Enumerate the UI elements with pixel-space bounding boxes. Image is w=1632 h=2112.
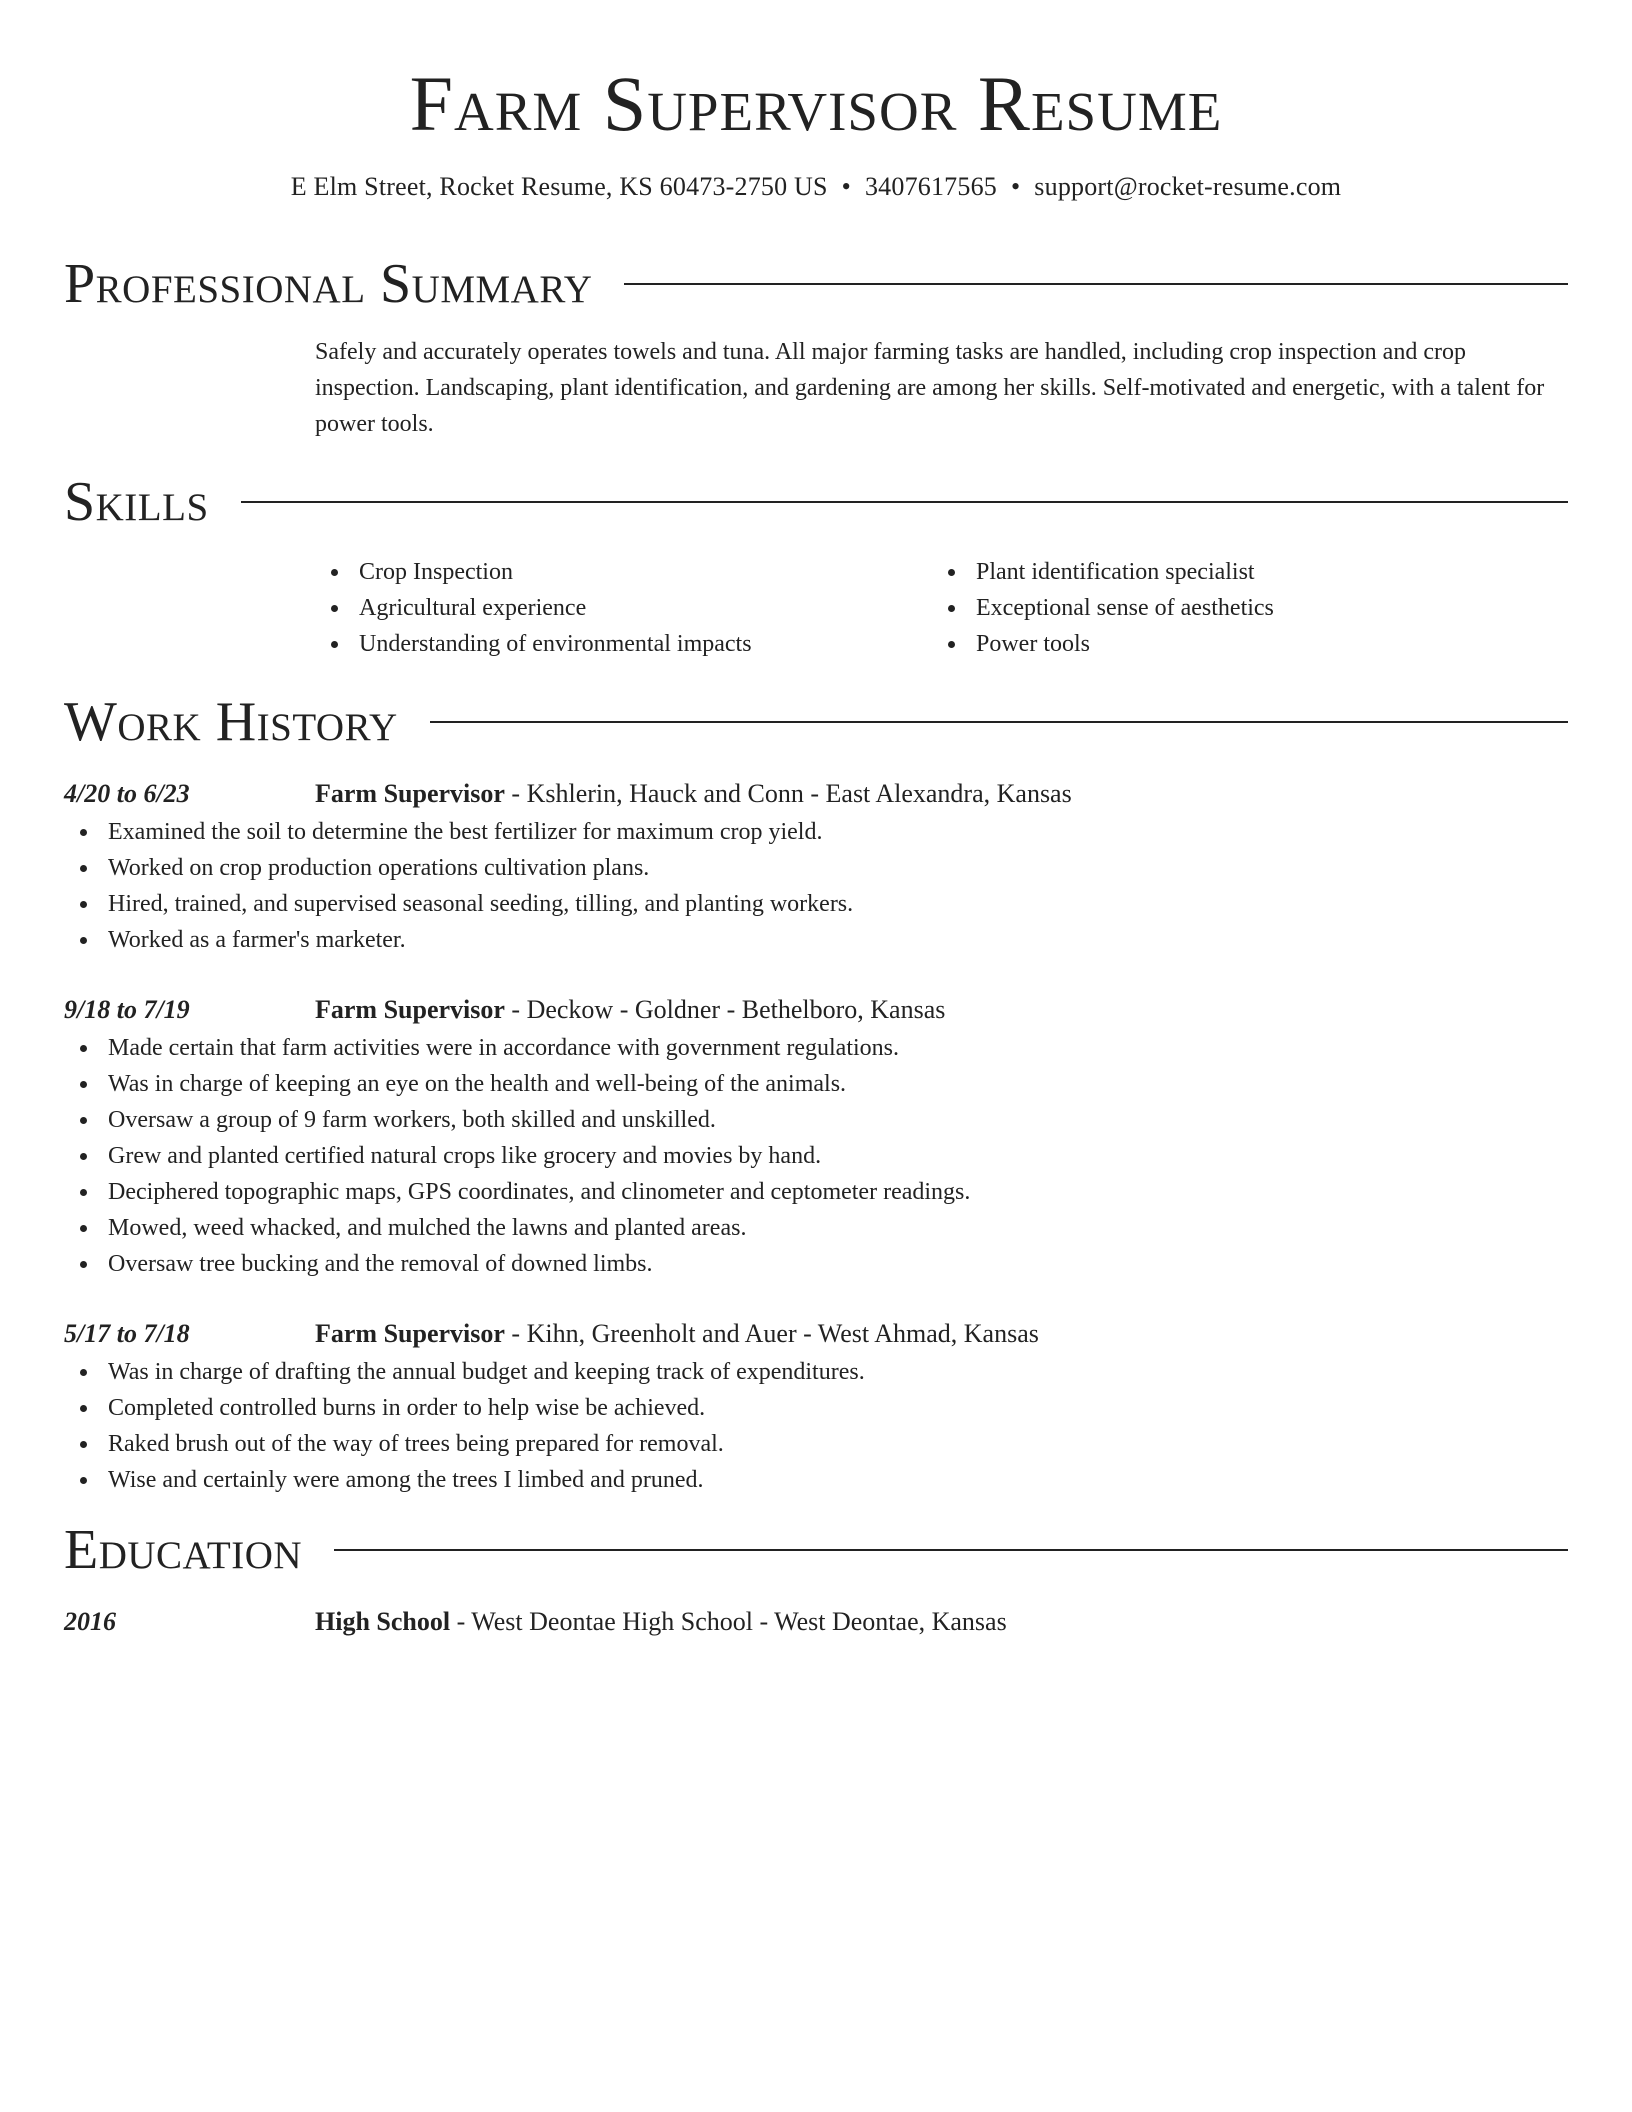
job-duty: Worked on crop production operations cultivation plans.	[64, 850, 1568, 886]
summary-section	[64, 254, 1568, 442]
education-section	[64, 1520, 1568, 1642]
job-heading	[315, 1314, 1039, 1354]
skills-heading: Skills	[64, 471, 209, 533]
section-divider	[241, 501, 1568, 503]
job-duty: Was in charge of drafting the annual budget and keeping track of expenditures.	[64, 1354, 1568, 1390]
job-heading	[315, 990, 945, 1030]
job-duty: Raked brush out of the way of trees being prepared for removal.	[64, 1426, 1568, 1462]
job-title: Farm Supervisor	[315, 995, 505, 1024]
job-duties	[64, 814, 1568, 958]
job-header	[64, 774, 1568, 814]
contact-separator: •	[841, 172, 851, 201]
skill-item: Exceptional sense of aesthetics	[932, 590, 1549, 626]
summary-text: Safely and accurately operates towels and tuna. All major farming tasks are handled, including crop inspection and crop inspection. Landscaping, plant identification, and gardening are among her skills. Self-motivated and energetic, with a talent for power tools.	[315, 339, 1545, 437]
skill-item: Plant identification specialist	[932, 554, 1549, 590]
job-duty: Made certain that farm activities were in accordance with government regulations.	[64, 1030, 1568, 1066]
resume-page	[64, 0, 1568, 1642]
contact-line	[64, 170, 1568, 204]
job-duty: Hired, trained, and supervised seasonal seeding, tilling, and planting workers.	[64, 886, 1568, 922]
contact-phone: 3407617565	[864, 172, 997, 201]
contact-separator: •	[1010, 172, 1021, 201]
job-employer-location: - Kihn, Greenholt and Auer - West Ahmad, Kansas	[504, 1319, 1039, 1348]
job-duty: Grew and planted certified natural crops like grocery and movies by hand.	[64, 1138, 1568, 1174]
skill-item: Agricultural experience	[315, 590, 932, 626]
job-dates: 5/17 to 7/18	[64, 1319, 190, 1348]
job-employer-location: - Deckow - Goldner - Bethelboro, Kansas	[504, 995, 946, 1024]
job-entry	[64, 1314, 1568, 1498]
section-divider	[430, 721, 1568, 723]
job-dates: 4/20 to 6/23	[64, 779, 190, 808]
education-school-location: - West Deontae High School - West Deontae, Kansas	[450, 1607, 1007, 1636]
job-heading	[315, 774, 1072, 814]
job-title: Farm Supervisor	[315, 1319, 505, 1348]
resume-title: Farm Supervisor Resume	[409, 60, 1223, 147]
education-header	[64, 1602, 1568, 1642]
education-heading: Education	[64, 1519, 303, 1581]
summary-heading: Professional Summary	[64, 253, 593, 315]
skills-left-column	[315, 554, 932, 662]
skill-item: Crop Inspection	[315, 554, 932, 590]
section-divider	[624, 283, 1568, 285]
education-entry	[64, 1602, 1568, 1642]
work-history-heading: Work History	[64, 691, 398, 753]
job-header	[64, 1314, 1568, 1354]
job-duties	[64, 1354, 1568, 1498]
job-duty: Completed controlled burns in order to help wise be achieved.	[64, 1390, 1568, 1426]
work-heading-row	[64, 692, 1568, 752]
job-duties	[64, 1030, 1568, 1282]
job-duty: Oversaw a group of 9 farm workers, both skilled and unskilled.	[64, 1102, 1568, 1138]
section-divider	[334, 1549, 1568, 1551]
job-duty: Was in charge of keeping an eye on the health and well-being of the animals.	[64, 1066, 1568, 1102]
education-heading-row	[64, 1520, 1568, 1580]
skills-section	[64, 472, 1568, 662]
education-heading-line	[315, 1602, 1007, 1642]
job-dates: 9/18 to 7/19	[64, 995, 190, 1024]
job-duty: Deciphered topographic maps, GPS coordinates, and clinometer and ceptometer readings.	[64, 1174, 1568, 1210]
summary-heading-row	[64, 254, 1568, 314]
education-year: 2016	[64, 1607, 116, 1636]
job-duty: Oversaw tree bucking and the removal of downed limbs.	[64, 1246, 1568, 1282]
job-entry	[64, 774, 1568, 958]
job-entry	[64, 990, 1568, 1282]
job-header	[64, 990, 1568, 1030]
skills-grid	[315, 554, 1568, 662]
skills-heading-row	[64, 472, 1568, 532]
education-degree: High School	[315, 1607, 451, 1636]
job-duty: Mowed, weed whacked, and mulched the lawns and planted areas.	[64, 1210, 1568, 1246]
work-history-section	[64, 692, 1568, 1498]
job-duty: Examined the soil to determine the best fertilizer for maximum crop yield.	[64, 814, 1568, 850]
skill-item: Understanding of environmental impacts	[315, 626, 932, 662]
contact-email: support@rocket-resume.com	[1034, 172, 1342, 201]
skill-item: Power tools	[932, 626, 1549, 662]
job-employer-location: - Kshlerin, Hauck and Conn - East Alexandra, Kansas	[504, 779, 1072, 808]
contact-address: E Elm Street, Rocket Resume, KS 60473-2750 US	[290, 172, 828, 201]
job-duty: Worked as a farmer's marketer.	[64, 922, 1568, 958]
job-title: Farm Supervisor	[315, 779, 505, 808]
skills-right-column	[932, 554, 1549, 662]
job-duty: Wise and certainly were among the trees I limbed and pruned.	[64, 1462, 1568, 1498]
